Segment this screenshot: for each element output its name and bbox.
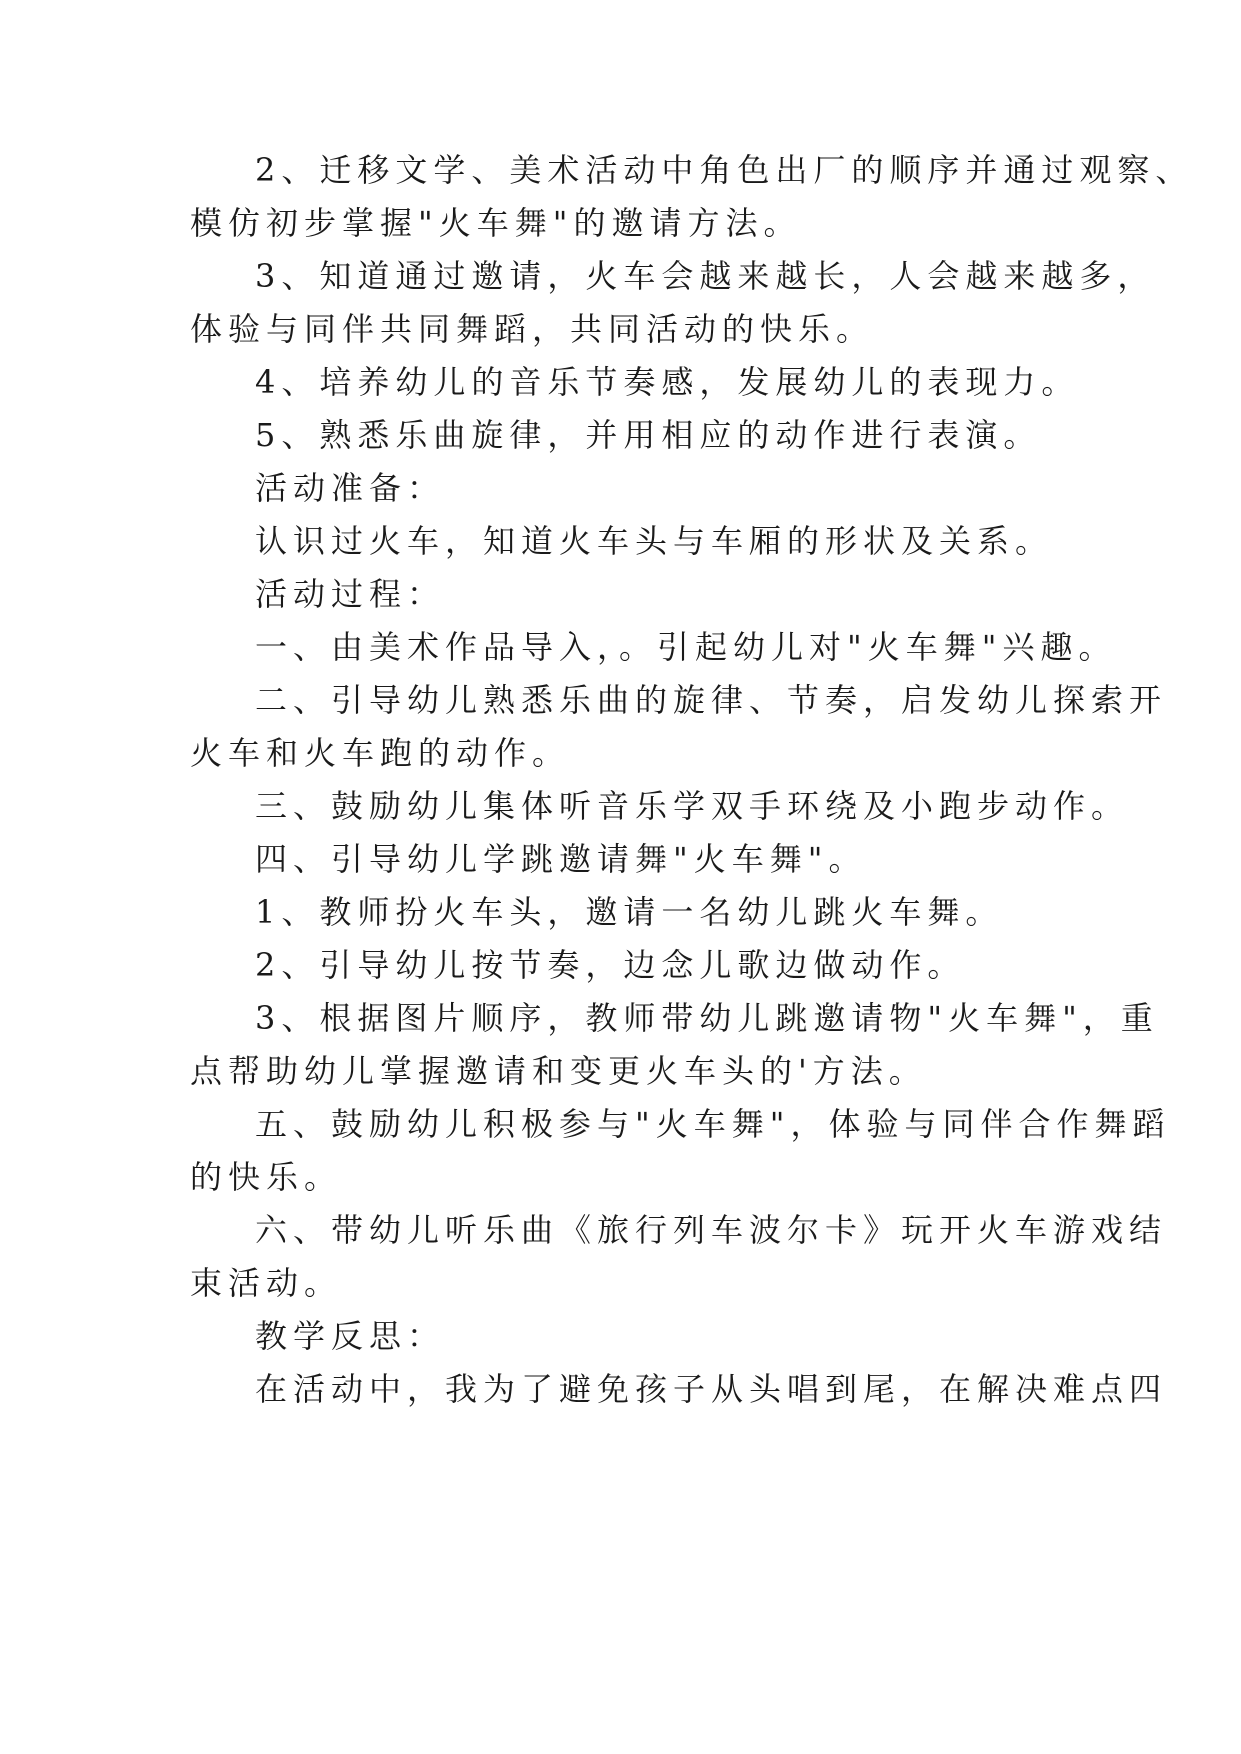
text-line: 5、熟悉乐曲旋律，并用相应的动作进行表演。 bbox=[255, 416, 1042, 454]
text-line: 的快乐。 bbox=[190, 1158, 343, 1196]
text-line: 束活动。 bbox=[190, 1264, 343, 1302]
text-line: 六、带幼儿听乐曲《旅行列车波尔卡》玩开火车游戏结 bbox=[255, 1211, 1168, 1249]
text-line: 3、根据图片顺序，教师带幼儿跳邀请物"火车舞"，重 bbox=[255, 999, 1159, 1037]
text-line: 五、鼓励幼儿积极参与"火车舞"，体验与同伴合作舞蹈 bbox=[255, 1105, 1171, 1143]
section-heading: 活动准备： bbox=[255, 469, 446, 507]
text-line: 体验与同伴共同舞蹈，共同活动的快乐。 bbox=[190, 310, 875, 348]
text-line: 在活动中，我为了避免孩子从头唱到尾，在解决难点四 bbox=[255, 1370, 1168, 1408]
text-line: 点帮助幼儿掌握邀请和变更火车头的'方法。 bbox=[190, 1052, 927, 1090]
text-line: 1、教师扮火车头，邀请一名幼儿跳火车舞。 bbox=[255, 893, 1004, 931]
text-line: 3、知道通过邀请，火车会越来越长，人会越来越多， bbox=[255, 257, 1156, 295]
text-line: 火车和火车跑的动作。 bbox=[190, 734, 571, 772]
text-line: 四、引导幼儿学跳邀请舞"火车舞"。 bbox=[255, 840, 867, 878]
text-line: 4、培养幼儿的音乐节奏感，发展幼儿的表现力。 bbox=[255, 363, 1080, 401]
text-line: 二、引导幼儿熟悉乐曲的旋律、节奏，启发幼儿探索开 bbox=[255, 681, 1168, 719]
text-line: 模仿初步掌握"火车舞"的邀请方法。 bbox=[190, 204, 802, 242]
text-line: 认识过火车，知道火车头与车厢的形状及关系。 bbox=[255, 522, 1054, 560]
text-line: 一、由美术作品导入，。引起幼儿对"火车舞"兴趣。 bbox=[255, 628, 1117, 666]
text-line: 2、引导幼儿按节奏，边念儿歌边做动作。 bbox=[255, 946, 966, 984]
section-heading: 教学反思： bbox=[255, 1317, 446, 1355]
text-line: 三、鼓励幼儿集体听音乐学双手环绕及小跑步动作。 bbox=[255, 787, 1130, 825]
text-line: 2、迁移文学、美术活动中角色出厂的顺序并通过观察、 bbox=[255, 151, 1194, 189]
section-heading: 活动过程： bbox=[255, 575, 446, 613]
